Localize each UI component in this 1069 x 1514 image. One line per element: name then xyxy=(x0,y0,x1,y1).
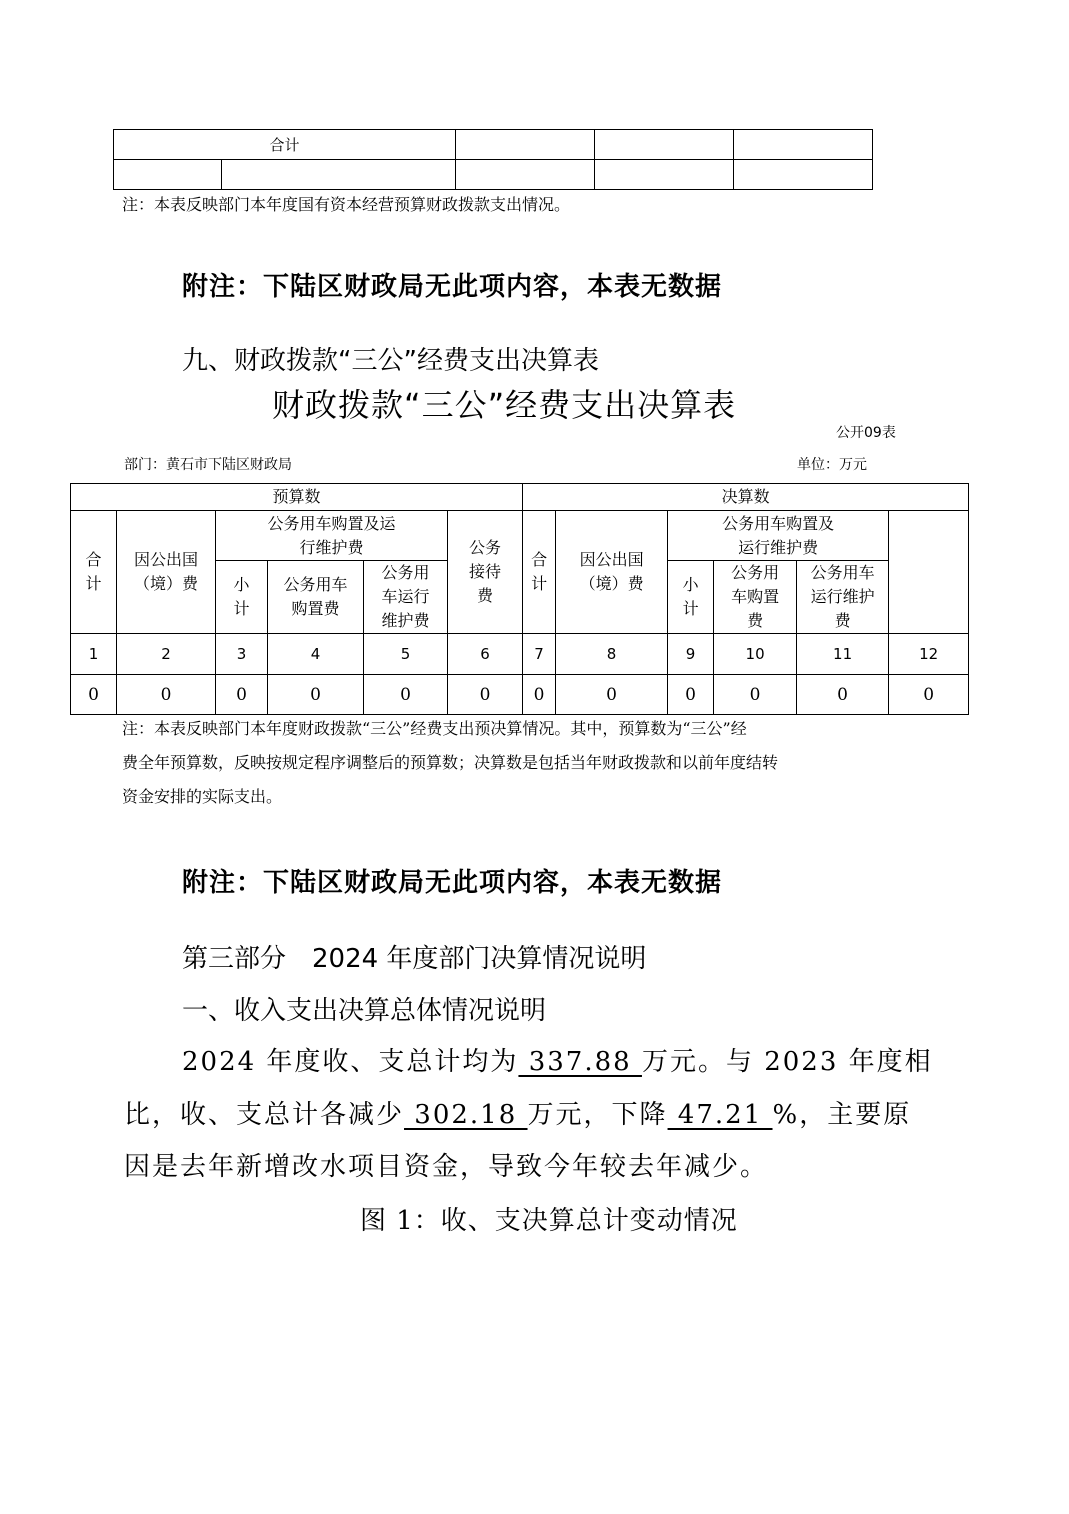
value-cell: 0 xyxy=(71,675,117,715)
summary-line-1: 2024 年度收、支总计均为 337.88 万元。与 2023 年度相 xyxy=(182,1047,933,1077)
col-subtotal: 小计 xyxy=(668,561,714,634)
total-value: 337.88 xyxy=(518,1047,642,1077)
value-cell: 0 xyxy=(268,675,364,715)
col-number: 4 xyxy=(268,634,364,675)
table-row xyxy=(71,675,969,715)
table-row xyxy=(71,484,969,511)
final-group-header: 决算数 xyxy=(523,484,969,511)
part-heading: 第三部分 2024 年度部门决算情况说明 xyxy=(182,944,647,974)
section-heading: 一、收入支出决算总体情况说明 xyxy=(182,996,547,1026)
value-cell: 0 xyxy=(364,675,448,715)
appendix-note: 附注：下陆区财政局无此项内容，本表无数据 xyxy=(182,272,723,302)
sangong-table xyxy=(70,483,969,715)
value-cell: 0 xyxy=(889,675,969,715)
budget-group-header: 预算数 xyxy=(71,484,523,511)
unit-label: 单位：万元 xyxy=(797,457,867,473)
table-row xyxy=(114,160,873,190)
value-cell: 0 xyxy=(448,675,523,715)
col-number: 6 xyxy=(448,634,523,675)
total-label-cell: 合计 xyxy=(114,130,456,160)
percent-value: 47.21 xyxy=(667,1100,773,1130)
col-number: 9 xyxy=(668,634,714,675)
value-cell: 0 xyxy=(556,675,668,715)
col-total: 合计 xyxy=(71,511,117,634)
col-total: 合计 xyxy=(523,511,556,634)
value-cell: 0 xyxy=(668,675,714,715)
col-abroad: 因公出国（境）费 xyxy=(117,511,216,634)
col-abroad: 因公出国（境）费 xyxy=(556,511,668,634)
table-row xyxy=(71,634,969,675)
table-row xyxy=(71,511,969,561)
decrease-value: 302.18 xyxy=(404,1100,528,1130)
top-table-fragment xyxy=(113,129,873,190)
col-number: 11 xyxy=(797,634,889,675)
figure-caption: 图 1：收、支决算总计变动情况 xyxy=(360,1206,738,1236)
col-number: 8 xyxy=(556,634,668,675)
col-number: 5 xyxy=(364,634,448,675)
value-cell: 0 xyxy=(117,675,216,715)
col-operation: 公务用车运行维护费 xyxy=(364,561,448,634)
table-title: 财政拨款“三公”经费支出决算表 xyxy=(272,386,737,424)
col-number: 12 xyxy=(889,634,969,675)
col-reception: 公务接待费 xyxy=(448,511,523,634)
department-label: 部门：黄石市下陆区财政局 xyxy=(124,457,292,473)
top-table-note: 注：本表反映部门本年度国有资本经营预算财政拨款支出情况。 xyxy=(122,195,571,214)
value-cell: 0 xyxy=(714,675,797,715)
summary-line-3: 因是去年新增改水项目资金，导致今年较去年减少。 xyxy=(124,1152,769,1182)
col-number: 1 xyxy=(71,634,117,675)
value-cell: 0 xyxy=(523,675,556,715)
sangong-table-note: 注：本表反映部门本年度财政拨款“三公”经费支出预决算情况。其中，预算数为“三公”经 费全年预算数，反映按规定程序调整后的预算数；决算数是包括当年财政拨款和以前年度结转 资金安排的实际支出。 xyxy=(122,719,779,806)
value-cell: 0 xyxy=(216,675,268,715)
col-number: 10 xyxy=(714,634,797,675)
section-heading: 九、财政拨款“三公”经费支出决算表 xyxy=(182,346,599,376)
table-code: 公开09表 xyxy=(836,425,896,441)
col-vehicle: 公务用车购置及运行维护费 xyxy=(216,511,448,561)
col-vehicle: 公务用车购置及运行维护费 xyxy=(668,511,889,561)
value-cell: 0 xyxy=(797,675,889,715)
col-purchase: 公务用车购置费 xyxy=(714,561,797,634)
col-number: 2 xyxy=(117,634,216,675)
appendix-note: 附注：下陆区财政局无此项内容，本表无数据 xyxy=(182,868,723,898)
table-row xyxy=(114,130,873,160)
col-number: 7 xyxy=(523,634,556,675)
col-purchase: 公务用车购置费 xyxy=(268,561,364,634)
col-number: 3 xyxy=(216,634,268,675)
col-operation: 公务用车运行维护费 xyxy=(797,561,889,634)
summary-line-2: 比，收、支总计各减少 302.18 万元，下降 47.21 %，主要原 xyxy=(124,1100,912,1130)
col-subtotal: 小计 xyxy=(216,561,268,634)
